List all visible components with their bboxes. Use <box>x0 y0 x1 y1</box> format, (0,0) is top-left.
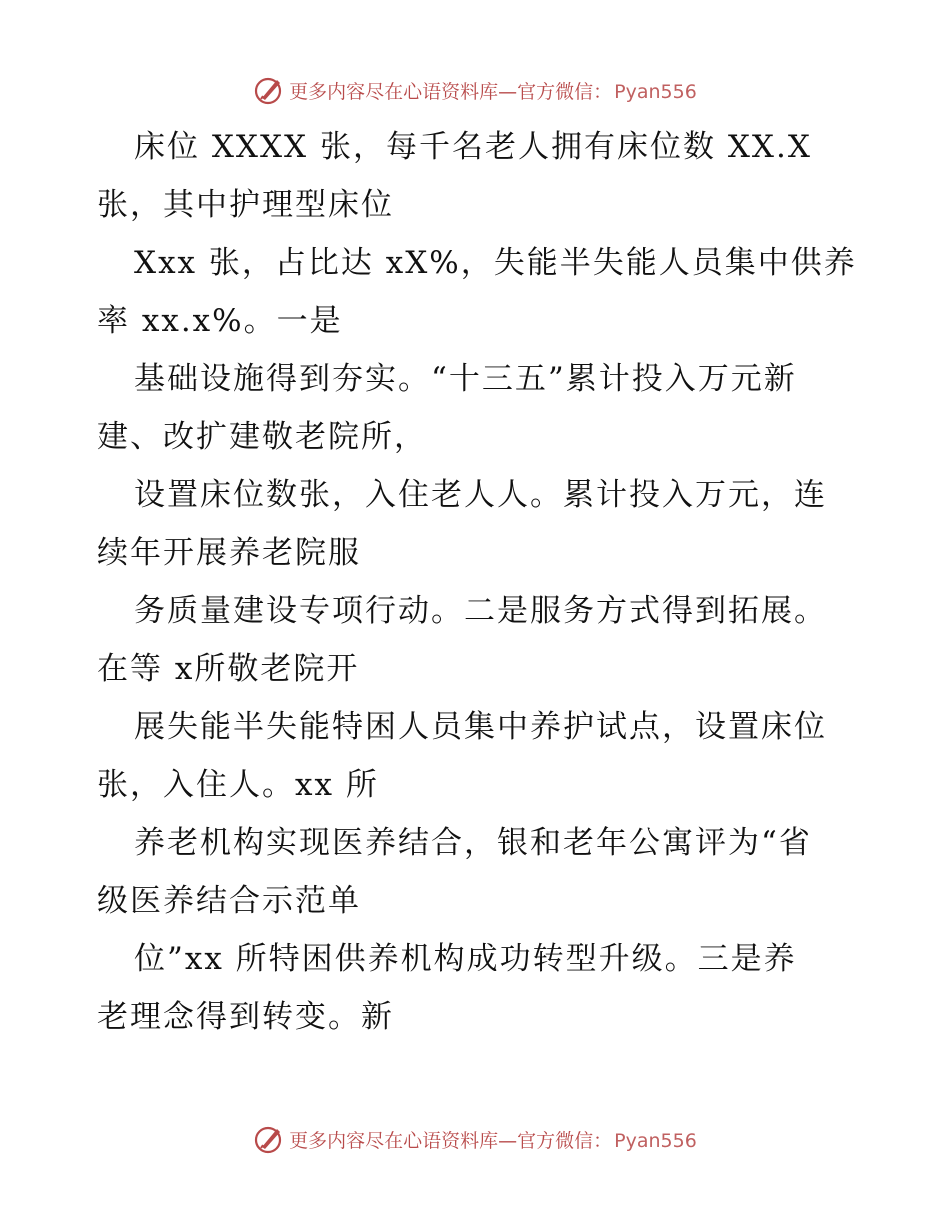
text-line: 设置床位数张，入住老人人。累计投入万元，连 <box>134 477 827 513</box>
text-line: 级医养结合示范单 <box>97 883 361 919</box>
text-line: 位”xx 所特困供养机构成功转型升级。三是养 <box>134 941 797 977</box>
text-line: 展失能半失能特困人员集中养护试点，设置床位 <box>134 709 827 745</box>
watermark-label: 更多内容尽在心语资料库—官方微信： <box>289 80 613 103</box>
text-line: Xxx 张，占比达 xX%，失能半失能人员集中供养 <box>134 245 857 281</box>
header-watermark <box>0 73 950 107</box>
text-line: 养老机构实现医养结合，银和老年公寓评为“省 <box>134 825 812 861</box>
text-line: 张，入住人。xx 所 <box>97 767 379 803</box>
watermark-text <box>289 1126 697 1153</box>
text-line: 务质量建设专项行动。二是服务方式得到拓展。 <box>134 593 827 629</box>
text-line: 率 xx.x%。一是 <box>97 303 343 339</box>
quill-logo-icon <box>253 1123 285 1155</box>
text-line: 张，其中护理型床位 <box>97 187 394 223</box>
footer-watermark <box>0 1122 950 1156</box>
watermark-text <box>289 77 697 104</box>
quill-logo-icon <box>253 74 285 106</box>
text-line: 老理念得到转变。新 <box>97 999 394 1035</box>
text-line: 建、改扩建敬老院所， <box>97 419 427 455</box>
text-line: 在等 x所敬老院开 <box>97 651 360 687</box>
text-line: 基础设施得到夯实。“十三五”累计投入万元新 <box>134 361 797 397</box>
text-line: 续年开展养老院服 <box>97 535 361 571</box>
text-line: 床位 XXXX 张，每千名老人拥有床位数 XX.X <box>134 129 812 165</box>
watermark-id: Pyan556 <box>614 1129 697 1152</box>
watermark-id: Pyan556 <box>614 80 697 103</box>
watermark-label: 更多内容尽在心语资料库—官方微信： <box>289 1129 613 1152</box>
